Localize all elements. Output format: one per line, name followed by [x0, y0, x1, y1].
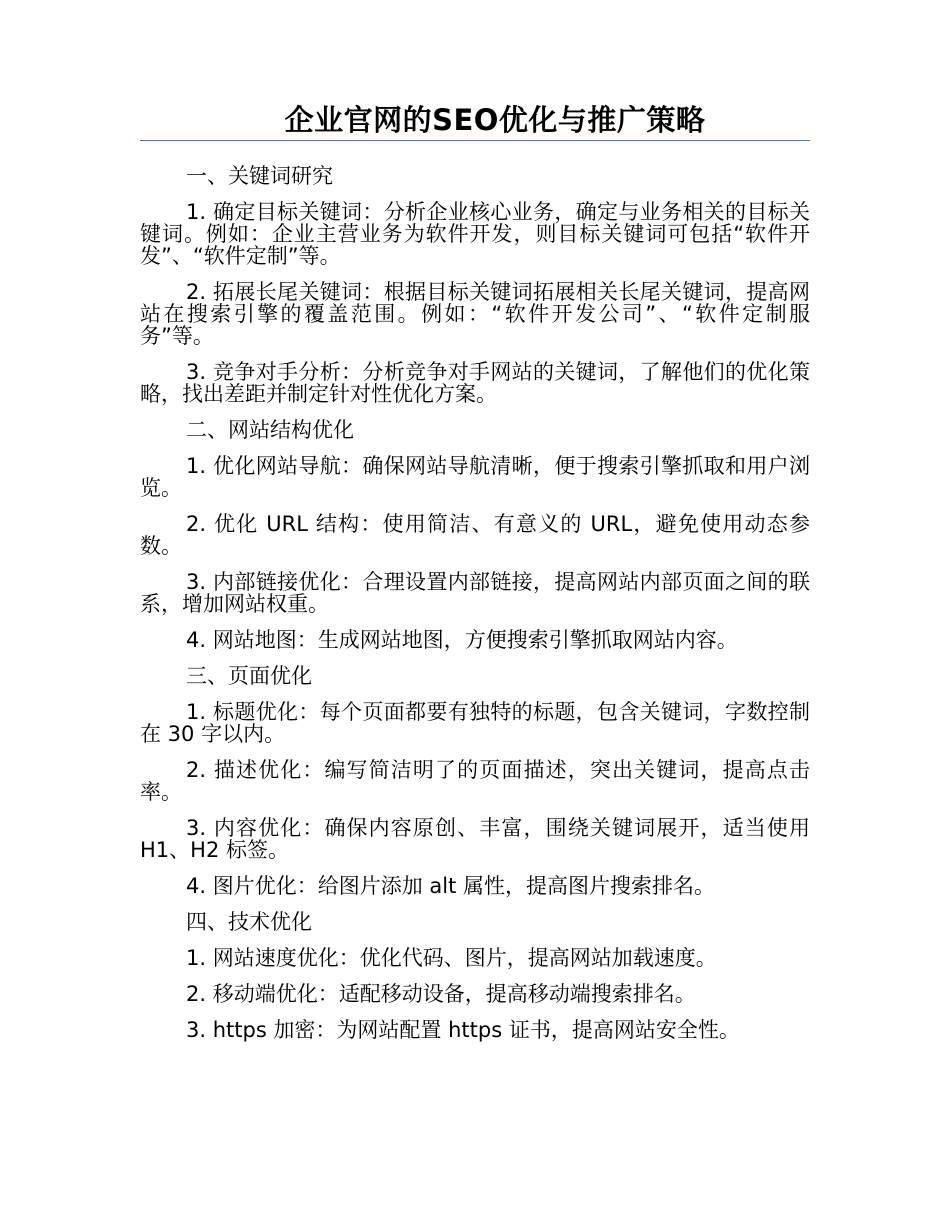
section-keyword-research — [140, 165, 810, 405]
paragraph: 1. 网站速度优化：优化代码、图片，提高网站加载速度。 — [186, 946, 717, 970]
document-title: 企业官网的SEO优化与推广策略 — [284, 103, 706, 137]
paragraph: 2. 拓展长尾关键词：根据目标关键词拓展相关长尾关键词，提高网站在搜索引擎的覆盖范围。例如：“软件开发公司”、“软件定制服务”等。 — [140, 280, 810, 348]
section-heading: 二、网站结构优化 — [186, 418, 354, 442]
paragraph: 1. 确定目标关键词：分析企业核心业务，确定与业务相关的目标关键词。例如：企业主营业务为软件开发，则目标关键词可包括“软件开发”、“软件定制”等。 — [140, 200, 810, 268]
paragraph: 2. 移动端优化：适配移动设备，提高移动端搜索排名。 — [186, 982, 696, 1006]
section-heading: 四、技术优化 — [186, 910, 312, 934]
section-heading: 三、页面优化 — [186, 664, 312, 688]
section-page-optimization — [140, 665, 810, 897]
document-page — [140, 100, 810, 1055]
paragraph: 1. 优化网站导航：确保网站导航清晰，便于搜索引擎抓取和用户浏览。 — [140, 454, 810, 500]
paragraph: 2. 优化 URL 结构：使用简洁、有意义的 URL，避免使用动态参数。 — [140, 512, 810, 558]
paragraph: 3. 内部链接优化：合理设置内部链接，提高网站内部页面之间的联系，增加网站权重。 — [140, 570, 810, 616]
paragraph: 3. https 加密：为网站配置 https 证书，提高网站安全性。 — [186, 1018, 740, 1042]
paragraph: 4. 网站地图：生成网站地图，方便搜索引擎抓取网站内容。 — [186, 628, 738, 652]
section-heading: 一、关键词研究 — [186, 164, 333, 188]
paragraph: 2. 描述优化：编写简洁明了的页面描述，突出关键词，提高点击率。 — [140, 758, 810, 804]
section-technical-optimization — [140, 911, 810, 1041]
paragraph: 1. 标题优化：每个页面都要有独特的标题，包含关键词，字数控制在 30 字以内。 — [140, 700, 810, 746]
paragraph: 3. 内容优化：确保内容原创、丰富，围绕关键词展开，适当使用 H1、H2 标签。 — [140, 816, 810, 862]
section-site-structure — [140, 419, 810, 651]
title-underline — [140, 140, 810, 141]
paragraph: 4. 图片优化：给图片添加 alt 属性，提高图片搜索排名。 — [186, 874, 715, 898]
paragraph: 3. 竞争对手分析：分析竞争对手网站的关键词，了解他们的优化策略，找出差距并制定针对性优化方案。 — [140, 360, 810, 406]
